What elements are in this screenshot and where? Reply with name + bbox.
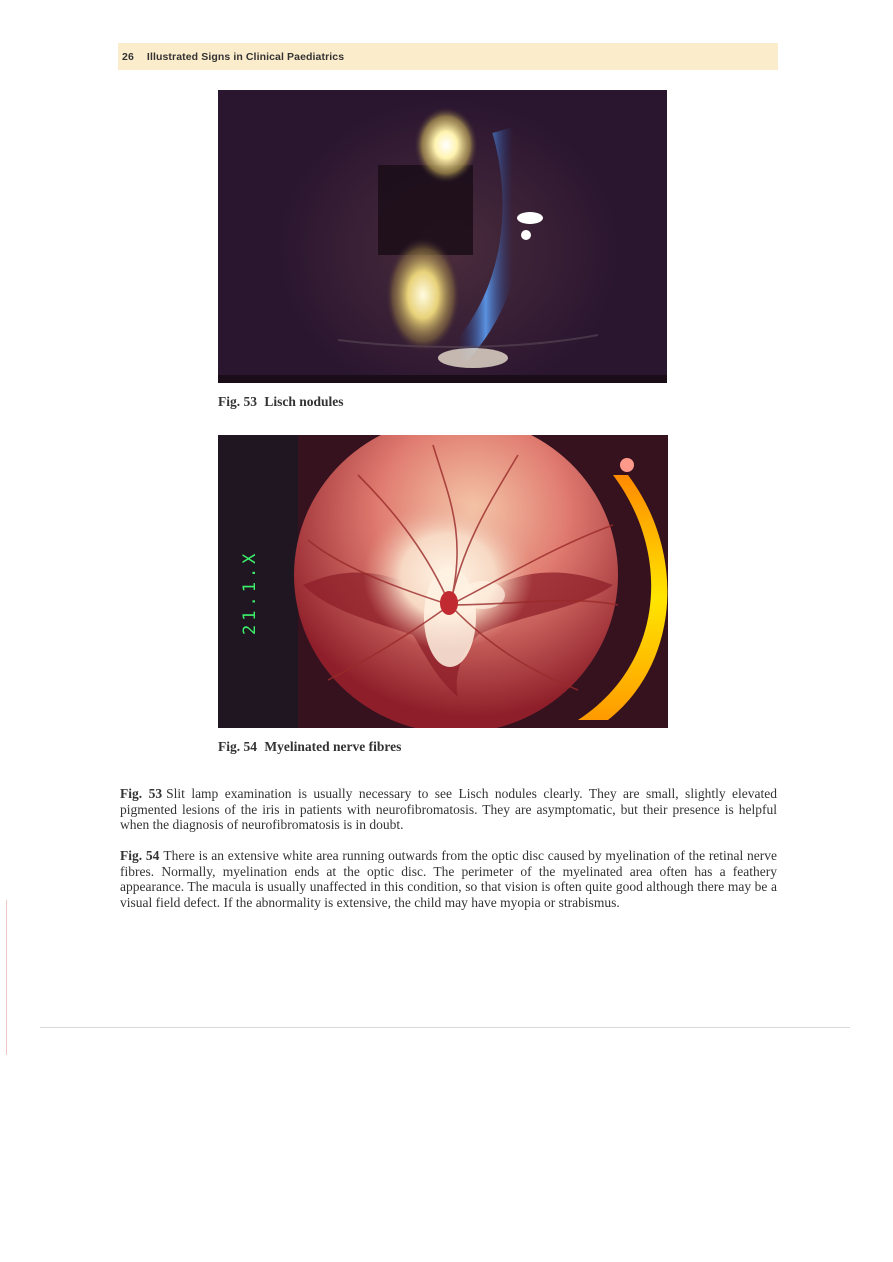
figure-53-photo xyxy=(218,90,667,383)
figure-53-text: Slit lamp examination is usually necessary to see Lisch nodules clearly. They are small, slightly elevated pigmented lesions of the iris in patients with neurofibromatosis. They are asymptomatic, but their presence is helpful when the diagnosis of neurofibromatosis is in doubt. xyxy=(120,786,777,833)
figure-54-text: There is an extensive white area running outwards from the optic disc caused by myelination of the retinal nerve fibres. Normally, myelination ends at the optic disc. The perimeter of the myelinated area often has a feathery appearance. The macula is usually unaffected in this condition, so that vision is often quite good although there may be a visual field defect. If the abnormality is extensive, the child may have myopia or strabismus. xyxy=(120,848,778,910)
figure-54-photo xyxy=(218,435,668,728)
page-bottom-rule xyxy=(40,1027,850,1028)
figure-54-caption xyxy=(218,739,401,755)
running-title: Illustrated Signs in Clinical Paediatrics xyxy=(146,51,345,63)
figure-54-ref: Fig. 54 xyxy=(120,848,160,863)
photo-date-imprint: 21.1.X xyxy=(240,549,260,635)
scan-edge-mark xyxy=(6,900,7,1055)
figure-53-caption xyxy=(218,394,344,410)
figure-53-title: Lisch nodules xyxy=(264,394,344,409)
figure-54-label: Fig. 54 xyxy=(218,739,257,754)
figure-54-description xyxy=(120,848,777,910)
figure-54-title: Myelinated nerve fibres xyxy=(264,739,402,754)
fundus-illustration xyxy=(218,435,668,728)
slit-lamp-illustration xyxy=(218,90,667,383)
figure-53-ref: Fig. 53 xyxy=(120,786,163,801)
figure-53-description xyxy=(120,786,777,833)
figure-53-label: Fig. 53 xyxy=(218,394,257,409)
running-header xyxy=(122,51,344,63)
page-number: 26 xyxy=(122,51,134,63)
